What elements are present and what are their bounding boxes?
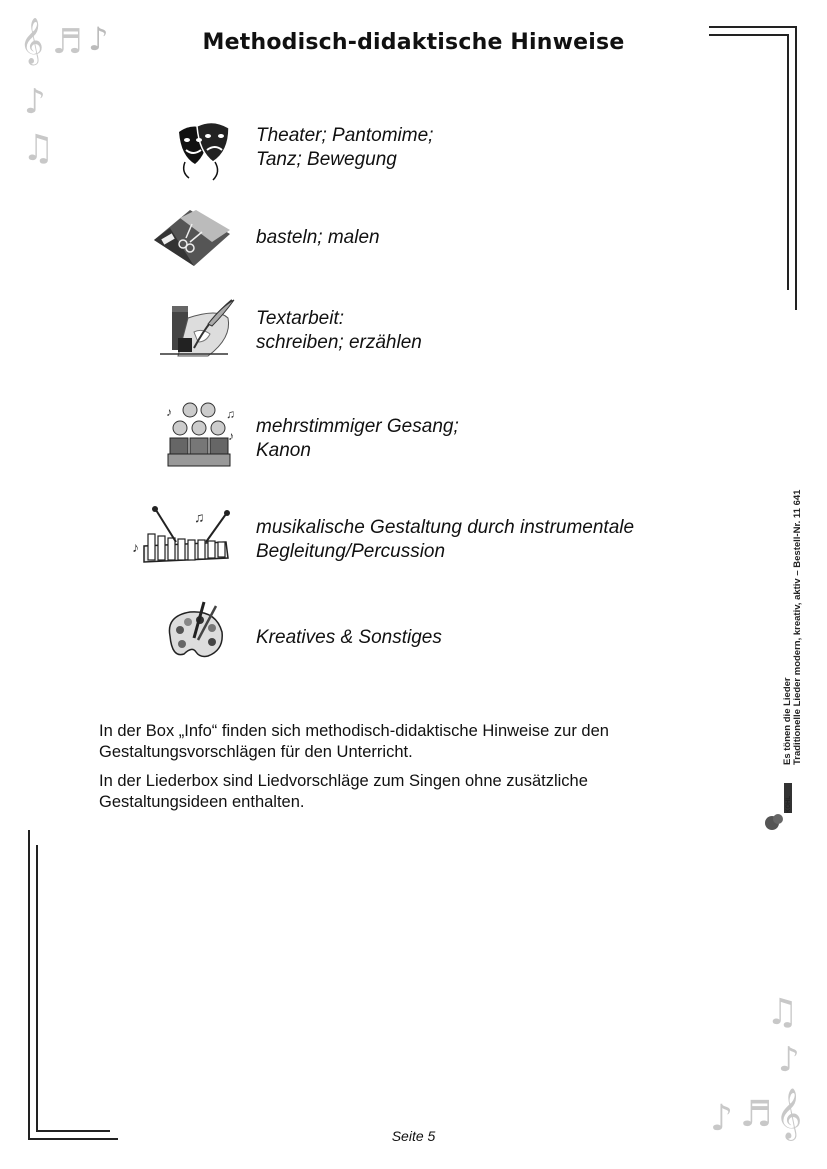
page-number: Seite 5 [391,1128,436,1144]
legend-label-textarbeit: Textarbeit: schreiben; erzählen [256,308,422,353]
scissors-paper-icon [150,208,234,268]
legend-label-kreatives: Kreatives & Sonstiges [256,627,442,648]
sidebar-publication-info [758,465,804,835]
choir-singers-icon [162,398,240,470]
liederbox-paragraph: In der Liederbox sind Liedvorschläge zum Singen ohne zusätzliche Gestaltungsideen enthalten. [99,772,588,811]
quill-inkwell-icon [158,298,236,360]
svg-text:♪: ♪ [166,405,172,419]
svg-text:♪: ♪ [228,429,234,443]
theater-masks-icon [175,118,235,182]
page-title: Methodisch-didaktische Hinweise [202,30,625,55]
svg-text:♪: ♪ [132,539,139,555]
svg-text:KOHL: KOHL [786,796,792,813]
legend-label-theater: Theater; Pantomime; Tanz; Bewegung [256,125,434,170]
sidebar-subtitle: Traditionelle Lieder modern, kreativ, aktiv – Bestell-Nr. 11 641 [792,489,803,765]
svg-text:♫: ♫ [194,509,205,525]
legend-label-instrumental: musikalische Gestaltung durch instrumentale Begleitung/Percussion [256,517,635,562]
legend-label-basteln: basteln; malen [256,227,380,248]
svg-text:♫: ♫ [226,407,235,421]
legend-label-gesang: mehrstimmiger Gesang; Kanon [256,416,459,461]
xylophone-icon [130,506,234,566]
paint-palette-icon [164,598,228,664]
info-paragraph: In der Box „Info“ finden sich methodisch-didaktische Hinweise zur den Gestaltungsvorschlägen für den Unterricht. [99,722,609,761]
sidebar-title: Es tönen die Lieder [782,677,793,765]
publisher-logo-icon [762,777,802,833]
